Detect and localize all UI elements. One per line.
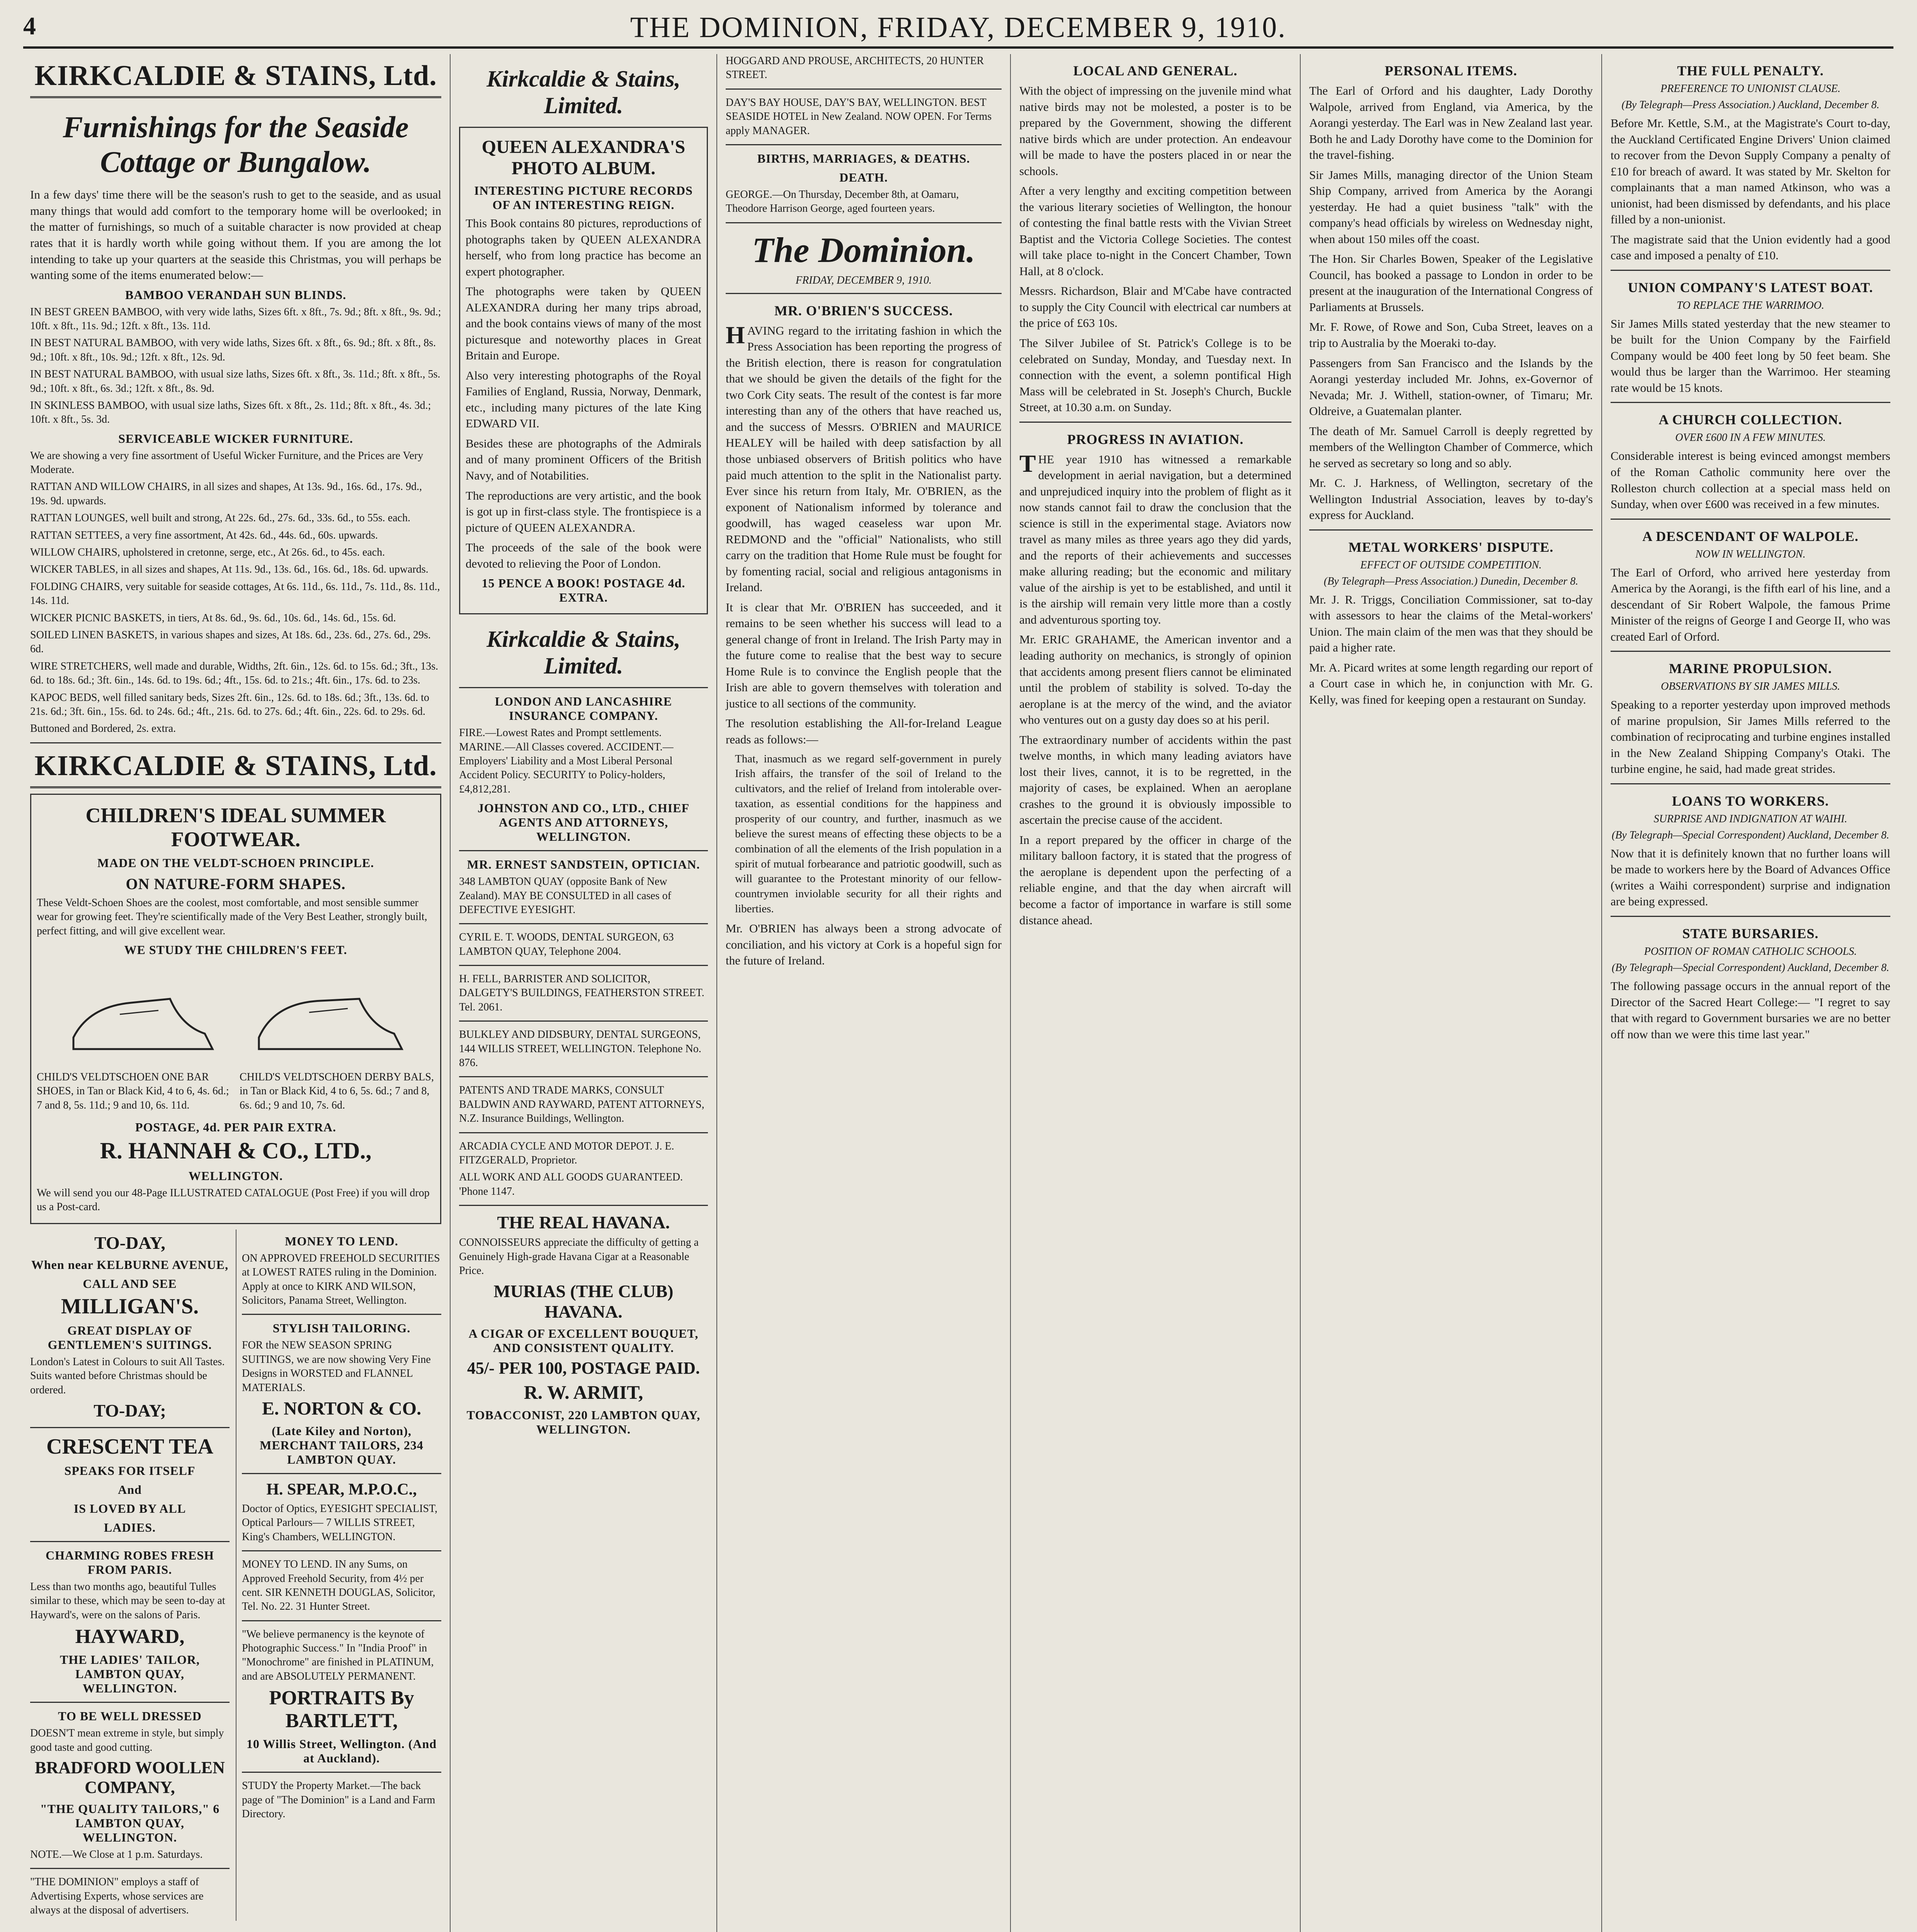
penalty-title: THE FULL PENALTY. xyxy=(1677,63,1824,78)
bradford-sub: "THE QUALITY TAILORS," 6 LAMBTON QUAY, WELLINGTON. xyxy=(40,1801,220,1844)
s4-sub: NOW IN WELLINGTON. xyxy=(1695,548,1806,560)
births-title: BIRTHS, MARRIAGES, & DEATHS. xyxy=(757,151,970,165)
footwear-line2: ON NATURE-FORM SHAPES. xyxy=(126,875,346,893)
armit-name: R. W. ARMIT, xyxy=(524,1381,643,1403)
album-p1: This Book contains 80 pictures, reproductions of photographs taken by QUEEN ALEXANDRA herself, who from long practice has become an expert photographer. xyxy=(466,216,701,278)
s7-p1: The following passage occurs in the annual report of the Director of the Sacred Heart College:— "I regret to say that with regard to Government bursaries we are no better off now than we were this time last year." xyxy=(1611,979,1890,1041)
shoe-illustration-icon xyxy=(37,960,435,1068)
personal-p7: Mr. C. J. Harkness, of Wellington, secretary of the Wellington Industrial Association, leaves by to-day's express for Auckland. xyxy=(1309,476,1593,522)
bartlett-title: PORTRAITS By BARTLETT, xyxy=(269,1687,414,1732)
list-item: IN BEST NATURAL BAMBOO, with very wide laths, Sizes 6ft. x 8ft., 6s. 9d.; 8ft. x 8ft., 8s. 9d.; 10ft. x 8ft., 10s. 9d.; 12ft. x 8ft., 12s. 9d. xyxy=(30,337,436,363)
arcadia-ad: ARCADIA CYCLE AND MOTOR DEPOT. J. E. FITZGERALD, Proprietor. xyxy=(459,1140,674,1166)
study-note: STUDY the Property Market.—The back page of "The Dominion" is a Land and Farm Directory. xyxy=(242,1780,435,1820)
divider xyxy=(30,96,441,98)
section-sun-blinds: BAMBOO VERANDAH SUN BLINDS. xyxy=(125,287,347,302)
album-title: QUEEN ALEXANDRA'S PHOTO ALBUM. xyxy=(481,137,685,179)
s2-title: UNION COMPANY'S LATEST BOAT. xyxy=(1628,279,1873,295)
local-p2: After a very lengthy and exciting competition between the various literary societies of Wellington, the honour of contesting the final battle rests with the Vivian Street Baptist and the Victoria College Societies. The contest will take place to-night in the Concert Chamber, Town Hall, at 8 o'clock. xyxy=(1019,184,1291,278)
page-number: 4 xyxy=(23,12,36,40)
s3-title: A CHURCH COLLECTION. xyxy=(1658,412,1842,428)
divider xyxy=(30,1541,230,1542)
divider xyxy=(242,1550,441,1551)
leader-p4: That, inasmuch as we regard self-government in purely Irish affairs, the transfer of the soil of Ireland to the cultivators, and the relief of Ireland from intolerable over-taxation, as essential conditions for the happiness and prosperity of our country, and further, inasmuch as we believe the surest means of effecting these objects to be a combination of all the elements of the Irish population in a spirit of mutual forbearance and patriotic goodwill, such as will guarantee to the Protestant minority of our fellow-countrymen inviolable security for all their rights and liberties. xyxy=(735,752,1002,915)
douglas-ad: MONEY TO LEND. IN any Sums, on Approved Freehold Security, from 4½ per cent. SIR KENNETH DOUGLAS, Solicitor, Tel. No. 22. 31 Hunter Street. xyxy=(242,1558,435,1613)
stylish-body: FOR the NEW SEASON SPRING SUITINGS, we are now showing Very Fine Designs in WORSTED and FLANNEL MATERIALS. xyxy=(242,1339,431,1394)
divider xyxy=(726,88,1002,90)
crescent-l3: IS LOVED BY ALL xyxy=(73,1502,186,1516)
personal-p3: The Hon. Sir Charles Bowen, Speaker of the Legislative Council, has booked a passage to London in order to be present at the inauguration of the International Congress of Parliaments at Brussels. xyxy=(1309,252,1593,314)
divider xyxy=(726,222,1002,223)
hannah-city: WELLINGTON. xyxy=(188,1169,283,1183)
stylish-title: STYLISH TAILORING. xyxy=(272,1321,411,1335)
s1-p2: The magistrate said that the Union evidently had a good case and imposed a penalty of £10. xyxy=(1611,232,1890,262)
column-local-general xyxy=(1012,54,1298,1932)
s5-sub: OBSERVATIONS BY SIR JAMES MILLS. xyxy=(1661,680,1840,693)
local-title: LOCAL AND GENERAL. xyxy=(1073,63,1238,78)
divider xyxy=(459,850,708,851)
list-item: SOILED LINEN BASKETS, in various shapes and sizes, At 18s. 6d., 23s. 6d., 27s. 6d., 29s. 6d. xyxy=(30,629,431,655)
shoe-prices xyxy=(37,1070,435,1116)
divider xyxy=(30,1868,230,1869)
milligan-today2: TO-DAY; xyxy=(94,1401,166,1421)
divider xyxy=(30,742,441,743)
s3-sub: OVER £600 IN A FEW MINUTES. xyxy=(1675,432,1826,444)
death-notice: GEORGE.—On Thursday, December 8th, at Oamaru, Theodore Harrison George, aged fourteen years. xyxy=(726,188,959,215)
fell-ad: H. FELL, BARRISTER AND SOLICITOR, DALGETY'S BUILDINGS, FEATHERSTON STREET. Tel. 2061. xyxy=(459,973,704,1013)
divider xyxy=(726,144,1002,145)
spear-name: H. SPEAR, M.P.O.C., xyxy=(266,1480,417,1498)
list-item: IN BEST GREEN BAMBOO, with very wide laths, Sizes 6ft. x 8ft., 7s. 9d.; 8ft. x 8ft., 9s. 9d.; 10ft. x 8ft., 11s. 9d.; 12ft. x 8ft., 13s. 11d. xyxy=(30,306,441,332)
leader-p3: The resolution establishing the All-for-Ireland League reads as follows:— xyxy=(726,716,1002,747)
column-personal-items xyxy=(1302,54,1600,1932)
metal-p1: Mr. J. R. Triggs, Conciliation Commissioner, sat to-day with assessors to hear the claims of the Metal-workers' Union. The main claim of the men was that they should be paid a higher rate. xyxy=(1309,592,1593,655)
money-body: ON APPROVED FREEHOLD SECURITIES at LOWEST RATES ruling in the Dominion. Apply at once to KIRK AND WILSON, Solicitors, Panama Street, Wellington. xyxy=(242,1252,440,1307)
bartlett-addr: 10 Willis Street, Wellington. (And at Auckland). xyxy=(246,1737,437,1765)
shoe-price-right: CHILD'S VELDTSCHOEN DERBY BALS, in Tan or Black Kid, 4 to 6, 5s. 6d.; 7 and 8, 6s. 6d.; 9 and 10, 7s. 6d. xyxy=(240,1071,434,1111)
column-rule xyxy=(716,54,717,1932)
bradford-note: NOTE.—We Close at 1 p.m. Saturdays. xyxy=(30,1848,203,1861)
divider xyxy=(459,1132,708,1133)
divider xyxy=(1611,651,1890,652)
sandstein-title: MR. ERNEST SANDSTEIN, OPTICIAN. xyxy=(467,857,700,872)
list-item: IN SKINLESS BAMBOO, with usual size laths, Sizes 6ft. x 8ft., 2s. 11d.; 8ft. x 8ft., 4s. 3d.; 10ft. x 8ft., 5s. 3d. xyxy=(30,399,431,426)
divider xyxy=(1611,916,1890,917)
spear-sub: Doctor of Optics, EYESIGHT SPECIALIST, Optical Parlours— 7 WILLIS STREET, King's Chambers, WELLINGTON. xyxy=(242,1502,438,1543)
personal-p6: The death of Mr. Samuel Carroll is deeply regretted by members of the Wellington Chamber of Commerce, which he served as secretary so long and so ably. xyxy=(1309,424,1593,470)
bradford-body: DOESN'T mean extreme in style, but simply good taste and good cutting. xyxy=(30,1727,224,1753)
hayward-name: HAYWARD, xyxy=(75,1626,185,1648)
list-item: RATTAN AND WILLOW CHAIRS, in all sizes and shapes, At 13s. 9d., 16s. 6d., 17s. 9d., 19s. 9d. upwards. xyxy=(30,481,422,507)
list-item: WIRE STRETCHERS, well made and durable, Widths, 2ft. 6in., 12s. 6d. to 15s. 6d.; 3ft., 13s. 6d. to 18s. 6d.; 3ft. 6in., 14s. 6d. to 19s. 6d.; 4ft., 15s. 6d. to 21s.; 4ft. 6in., 17s. 6d. to 23s. xyxy=(30,660,439,687)
s7-byline: (By Telegraph—Special Correspondent) Auckland, December 8. xyxy=(1611,962,1890,974)
divider xyxy=(1611,519,1890,520)
leader-p5: Mr. O'BRIEN has always been a strong advocate of conciliation, and his victory at Cork is a hopeful sign for the future of Ireland. xyxy=(726,922,1002,968)
aviation-p1: THE year 1910 has witnessed a remarkable development in aerial navigation, but a determined and unprejudiced inquiry into the problem of flight as it now stands cannot fail to draw the conclusion that the science is still in the experimental stage. Aviators now travel as many miles as three years ago they did yards, and the reports of their achievements and successes make alluring reading; but the economic and military value of the airship is yet to be established, and until it is the airship will remain very little more than a costly and adventurous sporting toy. xyxy=(1019,449,1291,626)
murias-title: MURIAS (THE CLUB) HAVANA. xyxy=(493,1281,674,1322)
havana-title: THE REAL HAVANA. xyxy=(497,1213,670,1233)
shoe-price-left: CHILD'S VELDTSCHOEN ONE BAR SHOES, in Tan or Black Kid, 4 to 6, 4s. 6d.; 7 and 8, 5s. 11d.; 9 and 10, 6s. 11d. xyxy=(37,1071,229,1111)
column-rule xyxy=(1300,54,1301,1932)
lower-ad-columns xyxy=(30,1230,441,1921)
s3-p1: Considerable interest is being evinced amongst members of the Roman Catholic community here over the Rolleston church collection at a special mass held on Sunday, when over £600 was received in a few minutes. xyxy=(1611,449,1890,511)
col1-left-ads xyxy=(30,1230,230,1921)
footwear-postage: POSTAGE, 4d. PER PAIR EXTRA. xyxy=(135,1120,337,1134)
havana-price: 45/- PER 100, POSTAGE PAID. xyxy=(467,1359,700,1378)
days-bay-ad: DAY'S BAY HOUSE, DAY'S BAY, WELLINGTON. BEST SEASIDE HOTEL in New Zealand. NOW OPEN. For Terms apply MANAGER. xyxy=(726,96,992,137)
metal-title: METAL WORKERS' DISPUTE. xyxy=(1348,539,1554,555)
divider xyxy=(30,1702,230,1703)
bradford-name: BRADFORD WOOLLEN COMPANY, xyxy=(35,1758,225,1797)
album-p2: The photographs were taken by QUEEN ALEXANDRA during her many trips abroad, and the book contains views of many of the most picturesque and noteworthy places in Great Britain and Europe. xyxy=(466,284,701,362)
personal-p1: The Earl of Orford and his daughter, Lady Dorothy Walpole, arrived from England, via America, by the Aorangi yesterday. The Earl was in New Zealand last year. Both he and Lady Dorothy have come to the Dominion for the travel-fishing. xyxy=(1309,84,1593,162)
milligan-name: MILLIGAN'S. xyxy=(61,1294,199,1318)
divider xyxy=(242,1473,441,1474)
woods-ad: CYRIL E. T. WOODS, DENTAL SURGEON, 63 LAMBTON QUAY, Telephone 2004. xyxy=(459,931,674,957)
footwear-body: These Veldt-Schoen Shoes are the coolest, most comfortable, and most sensible summer wear for growing feet. They're scientifically made of the Very Best Leather, strongly built, perfect fitting, and will give excellent wear. xyxy=(37,896,427,937)
masthead xyxy=(23,8,1893,49)
s4-p1: The Earl of Orford, who arrived here yesterday from America by the Aorangi, is the fifth earl of his line, and a descendant of Sir Robert Walpole, the famous Prime Minister of the reigns of George I and George II, who was created Earl of Orford. xyxy=(1611,565,1890,643)
list-item: FOLDING CHAIRS, very suitable for seaside cottages, At 6s. 11d., 6s. 11d., 7s. 11d., 8s. 11d., 14s. 11d. xyxy=(30,580,440,607)
column-kirkcaldie-furnishings xyxy=(23,54,448,1932)
wicker-intro: We are showing a very fine assortment of Useful Wicker Furniture, and the Prices are Very Moderate. xyxy=(30,449,424,476)
divider xyxy=(726,293,1002,294)
list-item: RATTAN SETTEES, a very fine assortment, At 42s. 6d., 44s. 6d., 60s. upwards. xyxy=(30,529,378,541)
metal-byline: (By Telegraph—Press Association.) Dunedin, December 8. xyxy=(1323,575,1579,587)
intro-text: In a few days' time there will be the season's rush to get to the seaside, and as usual many things that would add comfort to the temporary home will be overlooked; in the matter of furnishings, so much of a suitable character is now provided at cheap rates that it is hardly worth while going without them. If you are among the lot intending to take up your quarters at the seaside this Christmas, you will perhaps be wanting some of the items enumerated below:— xyxy=(30,188,441,282)
s5-title: MARINE PROPULSION. xyxy=(1669,661,1832,677)
s6-p1: Now that it is definitely known that no further loans will be made to workers here by the Board of Advances Office (writes a Waihi correspondent) surprise and indignation are being expressed. xyxy=(1611,846,1890,908)
col1-right-ads xyxy=(236,1230,441,1921)
milligan-today: TO-DAY, xyxy=(94,1233,165,1253)
hayward-title: CHARMING ROBES FRESH FROM PARIS. xyxy=(45,1548,214,1577)
album-p6: The proceeds of the sale of the book were devoted to relieving the Poor of London. xyxy=(466,541,701,570)
divider xyxy=(459,1020,708,1022)
kirkcaldie-heading-4: Kirkcaldie & Stains, Limited. xyxy=(486,626,680,679)
bartlett-body: "We believe permanency is the keynote of Photographic Success." In "India Proof" in "Monochrome" are finished in PLATINUM, and are ABSOLUTELY PERMANENT. xyxy=(242,1628,434,1682)
leader-p2: It is clear that Mr. O'BRIEN has succeeded, and it remains to be seen whether his success will lead to a general change of front in Ireland. The Irish Party may in the future come to realise that the best way to secure Home Rule is to convince the English people that the Irish are able to govern themselves with toleration and justice to all sections of the community. xyxy=(726,600,1002,710)
footwear-fit: WE STUDY THE CHILDREN'S FEET. xyxy=(124,942,347,957)
divider xyxy=(459,965,708,966)
arcadia-body: ALL WORK AND ALL GOODS GUARANTEED. 'Phone 1147. xyxy=(459,1171,683,1197)
crescent-l4: LADIES. xyxy=(104,1520,156,1535)
death-label: DEATH. xyxy=(839,170,888,184)
kirkcaldie-heading-3: Kirkcaldie & Stains, Limited. xyxy=(486,66,680,118)
footwear-title: CHILDREN'S IDEAL SUMMER FOOTWEAR. xyxy=(85,803,386,851)
list-item: WICKER TABLES, in all sizes and shapes, At 11s. 9d., 13s. 6d., 16s. 6d., 18s. 6d. upwards. xyxy=(30,563,429,576)
hayward-body: Less than two months ago, beautiful Tulles similar to these, which may be seen to-day at Hayward's, were on the salons of Paris. xyxy=(30,1581,225,1621)
album-p5: The reproductions are very artistic, and the book is got up in first-class style. The frontispiece is a picture of QUEEN ALEXANDRA. xyxy=(466,488,701,534)
divider xyxy=(242,1772,441,1773)
hayward-sub: THE LADIES' TAILOR, LAMBTON QUAY, WELLINGTON. xyxy=(60,1653,200,1696)
norton-sub: (Late Kiley and Norton), MERCHANT TAILORS, 234 LAMBTON QUAY. xyxy=(260,1423,424,1466)
sandstein-body: 348 LAMBTON QUAY (opposite Bank of New Zealand). MAY BE CONSULTED in all cases of DEFECTIVE EYESIGHT. xyxy=(459,876,672,916)
insurance-title: LONDON AND LANCASHIRE INSURANCE COMPANY. xyxy=(495,694,672,723)
kirkcaldie-heading: KIRKCALDIE & STAINS, Ltd. xyxy=(34,60,437,92)
album-price: 15 PENCE A BOOK! POSTAGE 4d. EXTRA. xyxy=(481,576,685,605)
norton-name: E. NORTON & CO. xyxy=(262,1398,422,1419)
column-news xyxy=(1604,54,1897,1932)
personal-p5: Passengers from San Francisco and the Islands by the Aorangi yesterday included Mr. Johns, ex-Governor of Nevada; Mr. J. Withell, station-owner, of Timaru; Mr. Oldreive, a Guatemalan planter. xyxy=(1309,356,1593,418)
milligan-call: CALL AND SEE xyxy=(83,1276,177,1291)
s7-title: STATE BURSARIES. xyxy=(1682,926,1819,941)
metal-sub: EFFECT OF OUTSIDE COMPETITION. xyxy=(1360,559,1542,571)
divider xyxy=(459,1205,708,1206)
personal-title: PERSONAL ITEMS. xyxy=(1385,63,1517,78)
column-rule xyxy=(1010,54,1011,1932)
crescent-l1: SPEAKS FOR ITSELF xyxy=(64,1464,196,1478)
list-item: RATTAN LOUNGES, well built and strong, At 22s. 6d., 27s. 6d., 33s. 6d., to 55s. each. xyxy=(30,512,410,524)
hannah-footwear-ad xyxy=(30,794,441,1224)
s1-p1: Before Mr. Kettle, S.M., at the Magistrate's Court to-day, the Auckland Certificated Engine Drivers' Union claimed to recover from the Devon Supply Company a penalty of £10 for breach of award. It was stated by Mr. Skelton for complainants that a man named Atkinson, who was a unionist, had been dismissed by defendants, and his place filled by a non-unionist. xyxy=(1611,116,1890,226)
list-item: IN BEST NATURAL BAMBOO, with usual size laths, Sizes 6ft. x 8ft., 3s. 11d.; 8ft. x 8ft., 5s. 9d.; 10ft. x 8ft., 6s. 3d.; 12ft. x 8ft., 8s. 9d. xyxy=(30,368,441,395)
s6-sub: SURPRISE AND INDIGNATION AT WAIHI. xyxy=(1653,813,1847,825)
patents-ad: PATENTS AND TRADE MARKS, CONSULT BALDWIN AND RAYWARD, PATENT ATTORNEYS, N.Z. Insurance Buildings, Wellington. xyxy=(459,1084,704,1125)
masthead-title: THE DOMINION, FRIDAY, DECEMBER 9, 1910. xyxy=(630,11,1287,44)
paper-date: FRIDAY, DECEMBER 9, 1910. xyxy=(795,274,932,286)
aviation-p3: The extraordinary number of accidents within the past twelve months, in which many leading aviators have lost their lives, cannot, it is to be regretted, in the majority of cases, be explained. When an aeroplane crashes to the ground it is obviously impossible to ascertain the precise cause of the accident. xyxy=(1019,733,1291,827)
paper-name: The Dominion. xyxy=(752,230,975,270)
local-p1: With the object of impressing on the juvenile mind what native birds may not be molested, a poster is to be prepared by the Government, showing the different native birds which are under protection. An endeavour will be made to have the posters placed in or near the schools. xyxy=(1019,84,1291,178)
metal-p2: Mr. A. Picard writes at some length regarding our report of a Court case in which he, in conjunction with Mr. G. Kelly, was fined for keeping open a restaurant on Sunday. xyxy=(1309,660,1593,706)
column-editorial xyxy=(719,54,1009,1932)
list-item: KAPOC BEDS, well filled sanitary beds, Sizes 2ft. 6in., 12s. 6d. to 18s. 6d.; 3ft., 13s. 6d. to 21s. 6d.; 3ft. 6in., 15s. 6d. to 24s. 6d.; 4ft., 21s. 6d. to 27s. 6d.; 4ft. 6in., 22s. 6d. to 29s. 6d. xyxy=(30,691,429,718)
list-item: WICKER PICNIC BASKETS, in tiers, At 8s. 6d., 9s. 6d., 10s. 6d., 14s. 6d., 15s. 6d. xyxy=(30,612,396,624)
murias-sub: A CIGAR OF EXCELLENT BOUQUET, AND CONSISTENT QUALITY. xyxy=(468,1327,699,1355)
divider xyxy=(242,1314,441,1315)
personal-p2: Sir James Mills, managing director of the Union Steam Ship Company, arrived from America by the Aorangi yesterday. He had a quiet business "talk" with the company's head officials by wireless on Wednesday night, when about 150 miles off the coast. xyxy=(1309,168,1593,246)
local-p3: Messrs. Richardson, Blair and M'Cabe have contracted to supply the City Council with electrical car numbers at the price of £63 10s. xyxy=(1019,284,1291,330)
column-rule xyxy=(450,54,451,1932)
hannah-catalogue: We will send you our 48-Page ILLUSTRATED CATALOGUE (Post Free) if you will drop us a Post-card. xyxy=(37,1187,430,1213)
divider xyxy=(459,687,708,688)
s6-byline: (By Telegraph—Special Correspondent) Auckland, December 8. xyxy=(1611,829,1890,841)
footwear-line1: MADE ON THE VELDT-SCHOEN PRINCIPLE. xyxy=(97,855,374,870)
bradford-title: TO BE WELL DRESSED xyxy=(58,1709,202,1723)
divider xyxy=(1019,422,1291,423)
s7-sub: POSITION OF ROMAN CATHOLIC SCHOOLS. xyxy=(1644,946,1857,957)
armit-sub: TOBACCONIST, 220 LAMBTON QUAY, WELLINGTON. xyxy=(466,1408,701,1437)
divider xyxy=(1611,270,1890,271)
album-p3: Also very interesting photographs of the Royal Families of England, Russia, Norway, Denmark, etc., including many pictures of the late King EDWARD VII. xyxy=(466,368,701,430)
crescent-l2: And xyxy=(118,1483,142,1497)
album-sub: INTERESTING PICTURE RECORDS OF AN INTERESTING REIGN. xyxy=(474,184,693,212)
aviation-p4: In a report prepared by the officer in charge of the military balloon factory, it is stated that the progress of the aeroplane is dependent upon the perfecting of a reliable engine, and that the day when aircraft will become a factor of importance in warfare is still some distance ahead. xyxy=(1019,833,1291,927)
s4-title: A DESCENDANT OF WALPOLE. xyxy=(1642,528,1859,544)
album-p4: Besides these are photographs of the Admirals and of many prominent Officers of the British Navy, and of Notabilities. xyxy=(466,436,701,482)
leader-title: MR. O'BRIEN'S SUCCESS. xyxy=(774,303,953,318)
bulkley-ad: BULKLEY AND DIDSBURY, DENTAL SURGEONS, 144 WILLIS STREET, WELLINGTON. Telephone No. 876. xyxy=(459,1029,701,1069)
divider xyxy=(242,1620,441,1621)
column-rule xyxy=(1601,54,1602,1932)
divider xyxy=(459,923,708,924)
aviation-p2: Mr. ERIC GRAHAME, the American inventor and a leading authority on mechanics, is strongly of opinion that accidents among present fliers cannot be eliminated until the problem of stability is solved. To-day the aeroplane is at the mercy of the wind, and the aviator who ventures out on a gusty day does so at his peril. xyxy=(1019,633,1291,727)
list-item: Buttoned and Bordered, 2s. extra. xyxy=(30,723,176,735)
divider xyxy=(1611,402,1890,403)
s2-sub: TO REPLACE THE WARRIMOO. xyxy=(1677,299,1824,311)
album-ad xyxy=(459,127,708,614)
milligan-display: GREAT DISPLAY OF GENTLEMEN'S SUITINGS. xyxy=(48,1323,212,1352)
divider xyxy=(459,1076,708,1077)
leader-p1: HAVING regard to the irritating fashion in which the Press Association has been reporting the progress of the British election, there is reason for congratulation that we should be given the details of the fight for the two Cork City seats. The result of the contest is far more interesting than any of the others that have reached us, and the success of Messrs. O'BRIEN and MAURICE HEALEY will be hailed with deep satisfaction by all those unbiased observers of British politics who have paid much attention to the split in the Nationalist party. Ever since his return from Italy, Mr. O'BRIEN, as the exponent of Nationalism informed by tolerance and goodwill, has waged ceaseless war upon Mr. REDMOND and the "official" Nationalists, who still carry on the tradition that Home Rule must be fought for by fomenting racial, social and religious antagonisms in Ireland. xyxy=(726,321,1002,594)
divider xyxy=(30,786,441,788)
money-title: MONEY TO LEND. xyxy=(285,1234,398,1248)
divider xyxy=(1611,783,1890,784)
havana-body: CONNOISSEURS appreciate the difficulty of getting a Genuinely High-grade Havana Cigar at a Reasonable Price. xyxy=(459,1236,699,1277)
divider xyxy=(1309,529,1593,531)
personal-p4: Mr. F. Rowe, of Rowe and Son, Cuba Street, leaves on a trip to Australia by the Moeraki to-day. xyxy=(1309,320,1593,350)
s6-title: LOANS TO WORKERS. xyxy=(1672,793,1829,809)
s1-byline: (By Telegraph—Press Association.) Auckland, December 8. xyxy=(1621,99,1880,111)
seaside-heading: Furnishings for the Seaside Cottage or Bungalow. xyxy=(63,110,409,179)
milligan-line: London's Latest in Colours to suit All Tastes. Suits wanted before Christmas should be ordered. xyxy=(30,1355,225,1396)
s2-p1: Sir James Mills stated yesterday that the new steamer to be built for the Union Company by the Fairfield Company would be 400 feet long by 50 feet beam. She would thus be larger than the Warrimoo. Her steaming rate would be 15 knots. xyxy=(1611,316,1890,395)
section-wicker: SERVICEABLE WICKER FURNITURE. xyxy=(118,431,353,446)
aviation-title: PROGRESS IN AVIATION. xyxy=(1067,431,1244,447)
crescent-title: CRESCENT TEA xyxy=(46,1435,214,1459)
insurance-agents: JOHNSTON AND CO., LTD., CHIEF AGENTS AND ATTORNEYS, WELLINGTON. xyxy=(477,801,690,844)
s1-title: PREFERENCE TO UNIONIST CLAUSE. xyxy=(1660,83,1840,95)
milligan-when: When near KELBURNE AVENUE, xyxy=(31,1257,229,1272)
divider xyxy=(30,1427,230,1428)
insurance-body: FIRE.—Lowest Rates and Prompt settlements. MARINE.—All Classes covered. ACCIDENT.—Employers' Liability and a Most Liberal Personal Accident Policy. SECURITY to Policy-holders, £4,812,281. xyxy=(459,727,674,795)
s5-p1: Speaking to a reporter yesterday upon improved methods of marine propulsion, Sir James Mills referred to the combination of reciprocating and turbine engines installed in the New Zealand Shipping Company's Otaki. The turbine engine, he said, had made great strides. xyxy=(1611,698,1890,776)
hannah-firm: R. HANNAH & CO., LTD., xyxy=(100,1138,372,1164)
kirkcaldie-heading-2: KIRKCALDIE & STAINS, Ltd. xyxy=(34,750,437,782)
hoggard-ad: HOGGARD AND PROUSE, ARCHITECTS, 20 HUNTER STREET. xyxy=(726,55,984,81)
local-p4: The Silver Jubilee of St. Patrick's College is to be celebrated on Sunday, Monday, and Tuesday next. In connection with the event, a solemn pontifical High Mass will be celebrated in St. Joseph's Church, Buckle Street, at 10.30 a.m. on Sunday. xyxy=(1019,336,1291,414)
column-kirkcaldie-album xyxy=(452,54,715,1932)
list-item: WILLOW CHAIRS, upholstered in cretonne, serge, etc., At 26s. 6d., to 45s. each. xyxy=(30,546,385,559)
dominion-footer-note: "THE DOMINION" employs a staff of Advertising Experts, whose services are always at the disposal of advertisers. xyxy=(30,1876,204,1917)
